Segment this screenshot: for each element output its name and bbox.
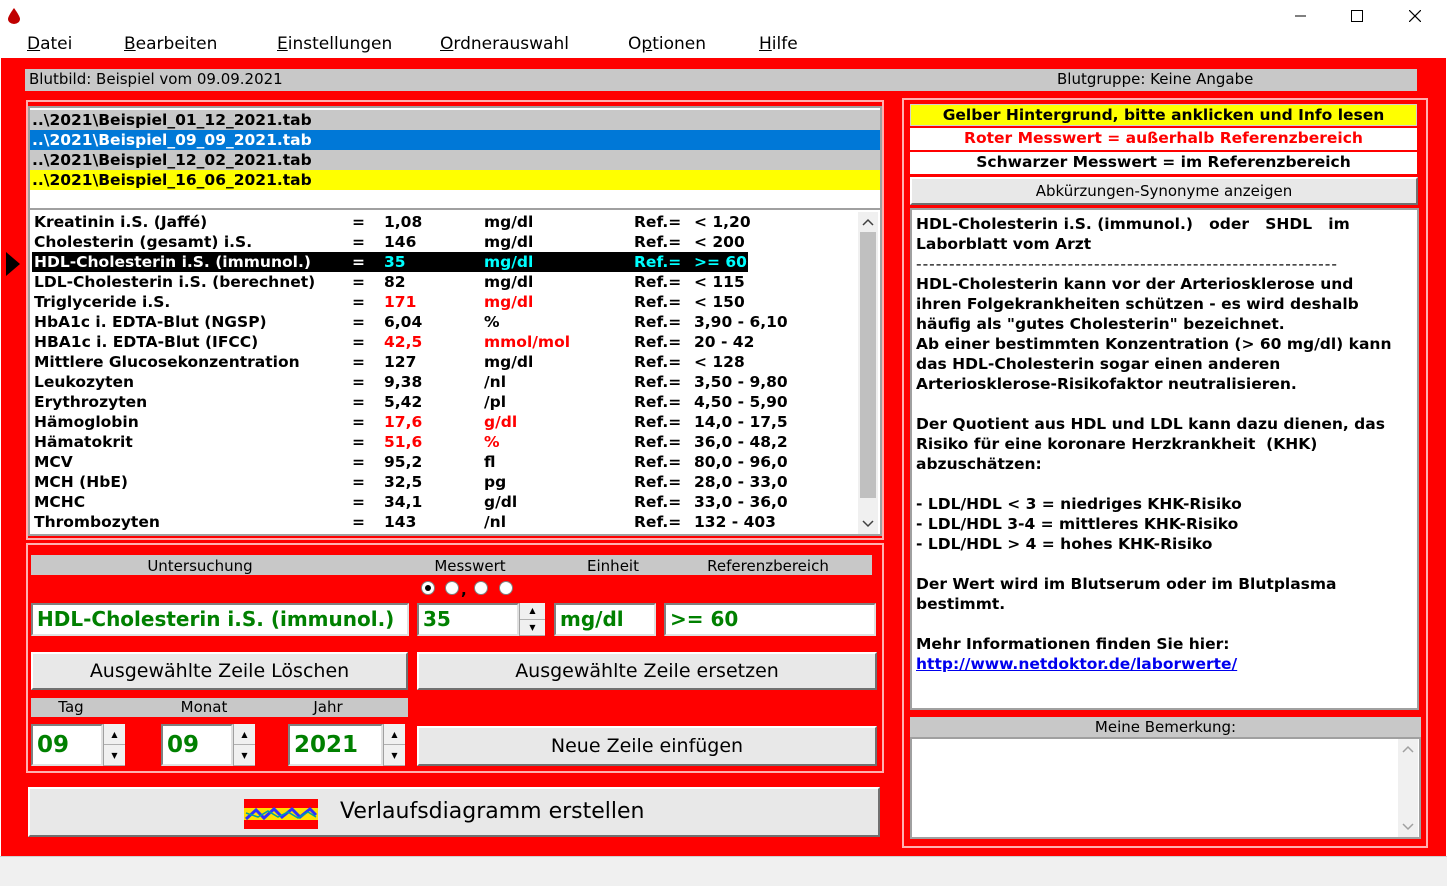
cell-name: LDL-Cholesterin i.S. (berechnet) <box>34 273 316 291</box>
cell-eq: = <box>352 453 365 471</box>
table-row[interactable] <box>32 432 862 452</box>
blood-drop-icon <box>8 8 20 24</box>
create-diagram-label: Verlaufsdiagramm erstellen <box>340 799 645 824</box>
cell-ref: Ref.= <box>634 273 682 291</box>
spin-up-icon[interactable]: ▲ <box>104 724 125 745</box>
table-row[interactable] <box>32 472 862 492</box>
status-bar <box>0 856 1447 886</box>
minimize-icon <box>1295 10 1307 22</box>
spin-up-icon[interactable]: ▲ <box>520 603 545 620</box>
legend-black: Schwarzer Messwert = im Referenzbereich <box>910 152 1417 174</box>
cell-range: 14,0 - 17,5 <box>694 413 788 431</box>
cell-eq: = <box>352 273 365 291</box>
cell-ref: Ref.= <box>634 353 682 371</box>
scroll-down-icon[interactable] <box>862 520 874 528</box>
cell-unit: fl <box>484 453 496 471</box>
menu-optionen[interactable]: Optionen <box>628 34 706 54</box>
cell-range: < 128 <box>694 353 745 371</box>
info-link[interactable]: http://www.netdoktor.de/laborwerte/ <box>916 655 1238 673</box>
einheit-input[interactable]: mg/dl <box>554 603 656 636</box>
cell-eq: = <box>352 313 365 331</box>
spin-up-icon[interactable]: ▲ <box>234 724 255 745</box>
info-divider: ---------------------------------------------------------------- <box>916 255 1338 273</box>
cell-value: 34,1 <box>384 493 423 511</box>
cell-ref: Ref.= <box>634 313 682 331</box>
cell-eq: = <box>352 393 365 411</box>
cell-name: Cholesterin (gesamt) i.S. <box>34 233 253 251</box>
radio-4[interactable] <box>499 581 513 595</box>
cell-value: 146 <box>384 233 417 251</box>
cell-name: HbA1c i. EDTA-Blut (NGSP) <box>34 313 267 331</box>
cell-unit: mg/dl <box>484 233 534 251</box>
cell-value: 51,6 <box>384 433 423 451</box>
cell-unit: mg/dl <box>484 353 534 371</box>
close-icon <box>1409 10 1421 22</box>
cell-name: Triglyceride i.S. <box>34 293 171 311</box>
cell-eq: = <box>352 433 365 451</box>
cell-unit: mg/dl <box>484 293 534 311</box>
cell-range: 3,50 - 9,80 <box>694 373 788 391</box>
cell-eq: = <box>352 233 365 251</box>
cell-range: 36,0 - 48,2 <box>694 433 788 451</box>
cell-range: < 150 <box>694 293 745 311</box>
cell-name: Kreatinin i.S. (Jaffé) <box>34 213 208 231</box>
cell-name: Leukozyten <box>34 373 135 391</box>
cell-value: 6,04 <box>384 313 423 331</box>
table-row[interactable] <box>32 232 862 252</box>
cell-unit: /nl <box>484 373 507 391</box>
menu-bar <box>0 32 1447 58</box>
cell-range: 80,0 - 96,0 <box>694 453 788 471</box>
messwert-input[interactable]: 35 <box>417 603 519 636</box>
values-table <box>28 210 882 536</box>
monat-input[interactable]: 09 <box>161 724 233 766</box>
cell-name: MCV <box>34 453 73 471</box>
cell-range: >= 60 <box>694 253 747 271</box>
cell-value: 143 <box>384 513 417 531</box>
cell-value: 82 <box>384 273 406 291</box>
cell-eq: = <box>352 473 365 491</box>
cell-unit: % <box>484 433 500 451</box>
scroll-down-icon[interactable] <box>1402 823 1414 831</box>
scroll-up-icon[interactable] <box>862 218 874 226</box>
table-row[interactable] <box>32 352 862 372</box>
cell-unit: /nl <box>484 513 507 531</box>
blutgruppe-label: Blutgruppe: Keine Angabe <box>1057 70 1254 88</box>
replace-row-button[interactable]: Ausgewählte Zeile ersetzen <box>417 652 877 690</box>
info-body: HDL-Cholesterin kann vor der Arteriosklerose und ihren Folgekrankheiten schützen - es wird deshalb häufig als "gutes Cholesterin" bezeichnet. Ab einer bestimmten Konzentration (> 60 mg/dl) kann das HDL-Cholesterin sogar einen anderen Arteriosklerose-Risikofaktor neutralisieren. Der Quotient aus HDL und LDL kann dazu dienen, das Risiko für eine koronare Herzkrankheit (KHK) abzuschätzen: - LDL/HDL < 3 = niedriges KHK-Risiko - LDL/HDL 3-4 = mittleres KHK-Risiko - LDL/HDL > 4 = hohes KHK-Risiko Der Wert wird im Blutserum oder im Blutplasma bestimmt. Mehr Informationen finden Sie hier: <box>916 275 1392 653</box>
cell-value: 9,38 <box>384 373 423 391</box>
table-row[interactable] <box>32 392 862 412</box>
cell-value: 1,08 <box>384 213 423 231</box>
cell-unit: mg/dl <box>484 213 534 231</box>
row-pointer-icon <box>6 252 20 276</box>
cell-unit: g/dl <box>484 413 518 431</box>
minimize-button[interactable] <box>1278 0 1324 32</box>
file-item[interactable] <box>30 150 880 170</box>
cell-value: 171 <box>384 293 417 311</box>
jahr-spinner[interactable] <box>383 724 405 766</box>
info-title: HDL-Cholesterin i.S. (immunol.) oder SHDL im Laborblatt vom Arzt <box>916 215 1350 253</box>
cell-name: Hämatokrit <box>34 433 133 451</box>
file-name: ..\2021\Beispiel_16_06_2021.tab <box>32 171 312 189</box>
cell-name: Hämoglobin <box>34 413 139 431</box>
cell-eq: = <box>352 493 365 511</box>
radio-dot <box>425 585 431 591</box>
cell-ref: Ref.= <box>634 413 682 431</box>
cell-ref: Ref.= <box>634 253 682 271</box>
cell-eq: = <box>352 413 365 431</box>
table-row[interactable] <box>32 292 862 312</box>
info-text-box <box>910 208 1419 710</box>
monat-spinner[interactable] <box>233 724 255 766</box>
chart-icon <box>244 799 318 829</box>
cell-name: MCH (HbE) <box>34 473 128 491</box>
cell-unit: g/dl <box>484 493 518 511</box>
hdr-referenz: Referenzbereich <box>707 557 829 575</box>
cell-eq: = <box>352 513 365 531</box>
cell-eq: = <box>352 253 365 271</box>
cell-range: 28,0 - 33,0 <box>694 473 788 491</box>
cell-ref: Ref.= <box>634 233 682 251</box>
cell-value: 5,42 <box>384 393 423 411</box>
cell-name: MCHC <box>34 493 86 511</box>
file-name: ..\2021\Beispiel_12_02_2021.tab <box>32 151 312 169</box>
cell-value: 32,5 <box>384 473 423 491</box>
cell-ref: Ref.= <box>634 213 682 231</box>
hdr-tag: Tag <box>58 698 84 716</box>
cell-range: 3,90 - 6,10 <box>694 313 788 331</box>
cell-name: HBA1c i. EDTA-Blut (IFCC) <box>34 333 259 351</box>
cell-unit: pg <box>484 473 507 491</box>
legend-red: Roter Messwert = außerhalb Referenzbereich <box>910 128 1417 150</box>
title-bar <box>0 0 1447 32</box>
cell-ref: Ref.= <box>634 333 682 351</box>
legend-yellow[interactable]: Gelber Hintergrund, bitte anklicken und Info lesen <box>910 104 1417 126</box>
file-name: ..\2021\Beispiel_09_09_2021.tab <box>32 131 312 149</box>
cell-value: 95,2 <box>384 453 423 471</box>
messwert-spinner[interactable] <box>519 603 545 636</box>
tag-input[interactable]: 09 <box>31 724 103 766</box>
cell-value: 17,6 <box>384 413 423 431</box>
table-row[interactable] <box>32 372 862 392</box>
hdr-einheit: Einheit <box>587 557 639 575</box>
create-diagram-button[interactable] <box>28 787 880 837</box>
cell-unit: /pl <box>484 393 507 411</box>
cell-unit: % <box>484 313 500 331</box>
table-row[interactable] <box>32 452 862 472</box>
menu-bearbeiten[interactable]: Bearbeiten <box>124 34 218 54</box>
cell-ref: Ref.= <box>634 393 682 411</box>
table-row[interactable] <box>32 272 862 292</box>
menu-hilfe[interactable]: Hilfe <box>759 34 798 54</box>
cell-range: 132 - 403 <box>694 513 776 531</box>
table-row[interactable] <box>32 212 862 232</box>
close-button[interactable] <box>1392 0 1438 32</box>
jahr-input[interactable]: 2021 <box>288 724 383 766</box>
table-row[interactable] <box>32 512 862 532</box>
maximize-button[interactable] <box>1334 0 1380 32</box>
cell-unit: mg/dl <box>484 253 534 271</box>
cell-unit: mmol/mol <box>484 333 571 351</box>
cell-name: HDL-Cholesterin i.S. (immunol.) <box>34 253 311 271</box>
cell-name: Thrombozyten <box>34 513 160 531</box>
cell-eq: = <box>352 373 365 391</box>
file-item[interactable] <box>30 110 880 130</box>
scroll-up-icon[interactable] <box>1402 745 1414 753</box>
cell-value: 42,5 <box>384 333 423 351</box>
tag-spinner[interactable] <box>103 724 125 766</box>
untersuchung-input[interactable]: HDL-Cholesterin i.S. (immunol.) <box>31 603 409 636</box>
remark-textarea[interactable] <box>910 737 1421 839</box>
header-bar <box>25 69 1417 91</box>
file-item[interactable] <box>30 130 880 150</box>
spin-down-icon[interactable]: ▼ <box>384 745 405 766</box>
maximize-icon <box>1351 10 1363 22</box>
cell-range: 4,50 - 5,90 <box>694 393 788 411</box>
cell-name: Mittlere Glucosekonzentration <box>34 353 300 371</box>
table-row[interactable] <box>32 312 862 332</box>
spin-up-icon[interactable]: ▲ <box>384 724 405 745</box>
table-row[interactable] <box>32 252 862 272</box>
cell-ref: Ref.= <box>634 453 682 471</box>
cell-ref: Ref.= <box>634 433 682 451</box>
cell-ref: Ref.= <box>634 293 682 311</box>
cell-ref: Ref.= <box>634 493 682 511</box>
spin-down-icon[interactable]: ▼ <box>520 620 545 637</box>
menu-datei[interactable]: Datei <box>27 34 73 54</box>
radio-1[interactable] <box>421 581 435 595</box>
show-abbreviations-button[interactable]: Abkürzungen-Synonyme anzeigen <box>910 177 1418 205</box>
table-row[interactable] <box>32 332 862 352</box>
spin-down-icon[interactable]: ▼ <box>234 745 255 766</box>
cell-name: Erythrozyten <box>34 393 148 411</box>
hdr-untersuchung: Untersuchung <box>147 557 253 575</box>
cell-range: 20 - 42 <box>694 333 755 351</box>
cell-eq: = <box>352 213 365 231</box>
hdr-monat: Monat <box>180 698 228 716</box>
radio-2[interactable] <box>445 581 459 595</box>
cell-ref: Ref.= <box>634 473 682 491</box>
menu-ordnerauswahl[interactable]: Ordnerauswahl <box>440 34 569 54</box>
table-row[interactable] <box>32 412 862 432</box>
radio-comma: , <box>461 581 467 599</box>
cell-eq: = <box>352 353 365 371</box>
menu-einstellungen[interactable]: Einstellungen <box>277 34 393 54</box>
insert-row-button[interactable]: Neue Zeile einfügen <box>417 726 877 766</box>
delete-row-button[interactable]: Ausgewählte Zeile Löschen <box>31 652 408 690</box>
file-list <box>28 106 882 210</box>
cell-value: 35 <box>384 253 406 271</box>
table-row[interactable] <box>32 492 862 512</box>
cell-value: 127 <box>384 353 417 371</box>
remark-scrollbar[interactable] <box>1398 739 1418 837</box>
cell-eq: = <box>352 293 365 311</box>
cell-ref: Ref.= <box>634 513 682 531</box>
cell-range: 33,0 - 36,0 <box>694 493 788 511</box>
cell-ref: Ref.= <box>634 373 682 391</box>
cell-eq: = <box>352 333 365 351</box>
spin-down-icon[interactable]: ▼ <box>104 745 125 766</box>
hdr-messwert: Messwert <box>434 557 506 575</box>
blutbild-label: Blutbild: Beispiel vom 09.09.2021 <box>29 70 283 88</box>
referenz-input[interactable]: >= 60 <box>664 603 876 636</box>
cell-unit: mg/dl <box>484 273 534 291</box>
cell-range: < 1,20 <box>694 213 751 231</box>
scroll-thumb[interactable] <box>860 232 876 498</box>
file-name: ..\2021\Beispiel_01_12_2021.tab <box>32 111 312 129</box>
cell-range: < 200 <box>694 233 745 251</box>
radio-3[interactable] <box>474 581 488 595</box>
remark-label: Meine Bemerkung: <box>910 717 1421 737</box>
cell-range: < 115 <box>694 273 745 291</box>
hdr-jahr: Jahr <box>313 698 343 716</box>
file-item[interactable] <box>30 170 880 190</box>
